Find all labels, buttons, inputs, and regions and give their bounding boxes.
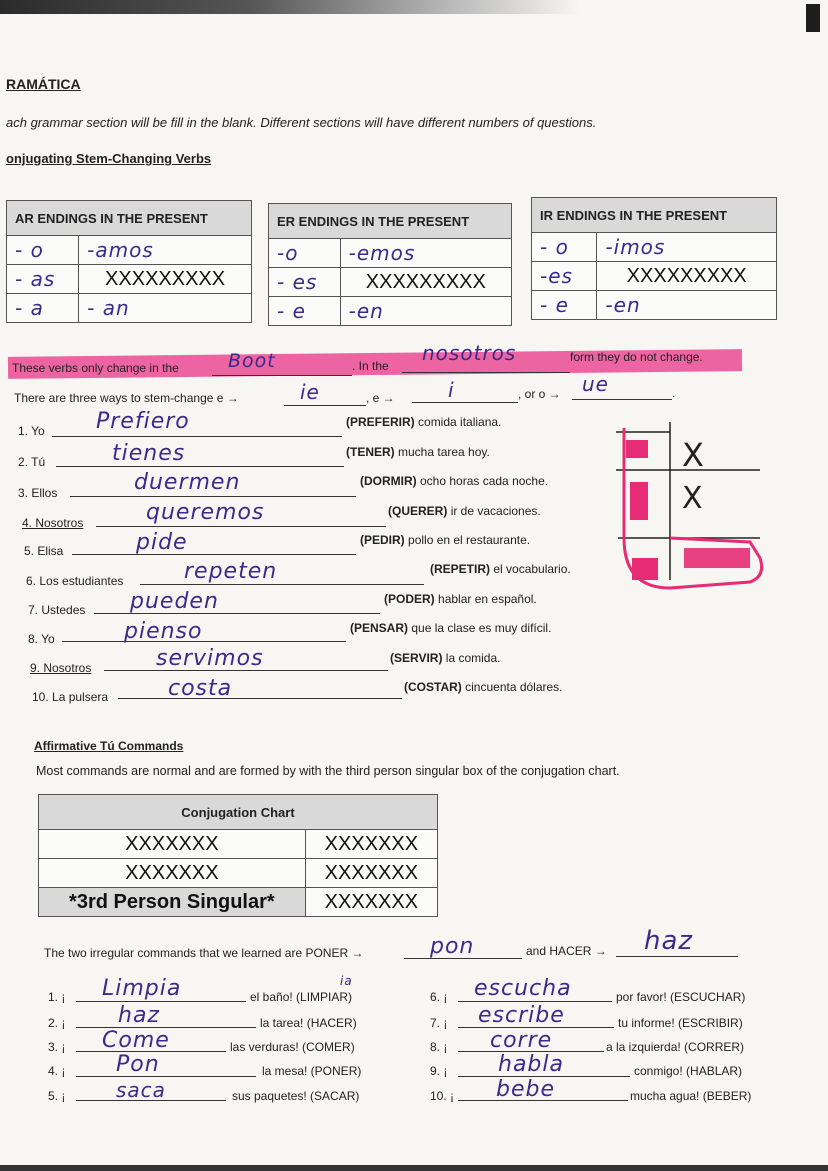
exercise-subject: 9. Nosotros <box>30 661 92 675</box>
exercise-prompt <box>346 445 490 459</box>
er-endings-table <box>268 203 512 326</box>
table-cell: XXXXXXXXX <box>340 268 511 297</box>
exercise-rest: pollo en el restaurante. <box>408 533 531 547</box>
table-title: AR ENDINGS IN THE PRESENT <box>7 201 252 236</box>
table-cell: -amos <box>79 236 252 265</box>
ways-text-3: , or o → <box>518 387 561 401</box>
command-number: 2. ¡ <box>48 1016 66 1030</box>
blank-line <box>572 399 672 400</box>
blank-line <box>284 405 366 406</box>
blank-line <box>412 402 518 403</box>
blank-line <box>458 1100 628 1101</box>
exercise-subject: 7. Ustedes <box>28 603 86 617</box>
ir-endings-table <box>531 197 777 320</box>
table-cell: -imos <box>597 233 777 262</box>
table-cell: - an <box>79 294 252 323</box>
command-number: 1. ¡ <box>48 990 66 1004</box>
table-cell: XXXXXXXXX <box>597 262 777 291</box>
boot-sentence-part3: form they do not change. <box>570 350 703 364</box>
exercise-subject: 6. Los estudiantes <box>26 574 124 588</box>
section-intro: ach grammar section will be fill in the blank. Different sections will have different numbers of questions. <box>6 115 597 130</box>
commands-heading: Affirmative Tú Commands <box>34 739 184 753</box>
exercise-subject: 10. La pulsera <box>32 690 109 704</box>
blank-line <box>70 496 356 497</box>
table-cell: - as <box>7 265 79 294</box>
boot-drawing <box>610 420 770 600</box>
exercise-verb: (PENSAR) <box>350 621 409 635</box>
exercise-subject: 4. Nosotros <box>22 516 84 530</box>
exercise-rest: comida italiana. <box>418 415 502 429</box>
exercise-prompt <box>390 651 501 665</box>
command-prompt: la mesa! (PONER) <box>262 1064 362 1078</box>
exercise-answer: pueden <box>130 589 219 614</box>
command-answer: saca <box>116 1078 166 1102</box>
command-answer: bebe <box>496 1077 555 1102</box>
command-number: 7. ¡ <box>430 1016 448 1030</box>
highlight-mark <box>630 482 648 520</box>
exercise-answer: queremos <box>146 500 265 525</box>
command-prompt: conmigo! (HABLAR) <box>634 1064 743 1078</box>
answer-ue: ue <box>582 372 609 396</box>
exercise-prompt <box>384 592 537 606</box>
ar-endings-table <box>6 200 252 323</box>
command-answer: escucha <box>474 976 572 1001</box>
command-prompt: mucha agua! (BEBER) <box>630 1089 752 1103</box>
exercise-rest: ir de vacaciones. <box>450 504 541 518</box>
exercise-rest: hablar en español. <box>438 592 537 606</box>
exercise-verb: (PEDIR) <box>360 533 405 547</box>
command-prompt: sus paquetes! (SACAR) <box>232 1089 360 1103</box>
highlight-mark <box>626 440 648 458</box>
boot-sentence-part1: These verbs only change in the <box>12 361 179 375</box>
answer-boot: Boot <box>228 350 276 372</box>
command-answer: habla <box>498 1052 564 1077</box>
command-prompt: la tarea! (HACER) <box>260 1016 357 1030</box>
blank-line <box>56 466 344 467</box>
command-number: 3. ¡ <box>48 1040 66 1054</box>
irregular-text-1: The two irregular commands that we learned are PONER → <box>44 946 364 960</box>
exercise-verb: (PODER) <box>384 592 435 606</box>
blank-line <box>72 554 356 555</box>
chart-cell: XXXXXXX <box>39 859 306 888</box>
exercise-verb: (QUERER) <box>388 504 448 518</box>
blank-line <box>118 698 402 699</box>
exercise-prompt <box>346 415 501 429</box>
ways-text-1: There are three ways to stem-change e → <box>14 391 239 405</box>
command-answer: haz <box>118 1003 160 1028</box>
answer-nosotros: nosotros <box>422 341 517 365</box>
table-cell: -emos <box>340 239 511 268</box>
blank-line <box>94 613 380 614</box>
highlight-mark <box>632 558 658 580</box>
section-title: RAMÁTICA <box>6 76 81 92</box>
exercise-subject: 5. Elisa <box>24 544 64 558</box>
boot-sentence-part2: . In the <box>352 359 389 373</box>
command-number: 9. ¡ <box>430 1064 448 1078</box>
command-answer: corre <box>490 1028 553 1053</box>
command-number: 8. ¡ <box>430 1040 448 1054</box>
chart-cell: XXXXXXX <box>305 888 437 917</box>
exercise-rest: ocho horas cada noche. <box>420 474 549 488</box>
blank-line <box>140 584 424 585</box>
boot-x-mark: X <box>682 436 704 474</box>
blank-line <box>76 1001 246 1002</box>
irregular-text-2: and HACER → <box>526 944 607 958</box>
scan-edge-bottom <box>0 1165 828 1171</box>
blank-line <box>104 670 388 671</box>
conjugation-chart <box>38 794 438 917</box>
table-title: ER ENDINGS IN THE PRESENT <box>269 204 512 239</box>
command-prompt: las verduras! (COMER) <box>230 1040 355 1054</box>
exercise-prompt <box>404 680 563 694</box>
exercise-subject: 3. Ellos <box>18 486 58 500</box>
exercise-prompt <box>430 562 571 576</box>
commands-intro: Most commands are normal and are formed by with the third person singular box of the conjugation chart. <box>36 764 620 778</box>
exercise-prompt <box>360 474 548 488</box>
command-prompt: a la izquierda! (CORRER) <box>606 1040 745 1054</box>
exercise-answer: costa <box>168 676 233 701</box>
exercise-rest: el vocabulario. <box>493 562 571 576</box>
exercise-verb: (REPETIR) <box>430 562 490 576</box>
table-cell: - o <box>532 233 597 262</box>
highlight-mark <box>684 548 750 568</box>
table-cell: -en <box>597 291 777 320</box>
table-cell: XXXXXXXXX <box>79 265 252 294</box>
command-answer: Pon <box>116 1052 160 1077</box>
exercise-verb: (PREFERIR) <box>346 415 415 429</box>
command-number: 5. ¡ <box>48 1089 66 1103</box>
table-cell: - es <box>269 268 341 297</box>
answer-i: i <box>448 378 455 402</box>
command-number: 10. ¡ <box>430 1089 455 1103</box>
command-answer: Limpia <box>102 976 182 1001</box>
table-cell: - e <box>269 297 341 326</box>
exercise-verb: (DORMIR) <box>360 474 417 488</box>
blank-line <box>96 526 386 527</box>
command-prompt: por favor! (ESCUCHAR) <box>616 990 746 1004</box>
ways-text-2: , e → <box>366 391 395 405</box>
blank-line <box>402 372 570 373</box>
table-cell: - a <box>7 294 79 323</box>
answer-pon: pon <box>430 934 475 959</box>
exercise-verb: (COSTAR) <box>404 680 462 694</box>
ways-text-4: . <box>672 386 676 400</box>
scan-edge-corner <box>806 4 820 32</box>
table-cell: -es <box>532 262 597 291</box>
chart-cell: XXXXXXX <box>39 830 306 859</box>
scan-edge-top <box>0 0 828 14</box>
subheading-stem-changing: onjugating Stem-Changing Verbs <box>6 151 212 166</box>
command-number: 6. ¡ <box>430 990 448 1004</box>
chart-title: Conjugation Chart <box>39 795 438 830</box>
exercise-answer: pienso <box>124 619 203 644</box>
blank-line <box>404 958 522 959</box>
exercise-rest: cincuenta dólares. <box>465 680 563 694</box>
exercise-rest: la comida. <box>445 651 501 665</box>
exercise-subject: 2. Tú <box>18 455 46 469</box>
blank-line <box>458 1001 612 1002</box>
blank-line <box>76 1076 256 1077</box>
blank-line <box>62 641 346 642</box>
command-note: ia <box>340 974 353 988</box>
exercise-subject: 8. Yo <box>28 632 55 646</box>
chart-cell: XXXXXXX <box>305 830 437 859</box>
command-prompt: el baño! (LIMPIAR) <box>250 990 353 1004</box>
blank-line <box>616 956 738 957</box>
exercise-answer: servimos <box>156 646 264 671</box>
exercise-subject: 1. Yo <box>18 424 45 438</box>
table-title: IR ENDINGS IN THE PRESENT <box>532 198 777 233</box>
boot-x-mark: X <box>682 481 703 516</box>
chart-cell: *3rd Person Singular* <box>39 888 306 917</box>
blank-line <box>52 436 342 437</box>
chart-cell: XXXXXXX <box>305 859 437 888</box>
answer-ie: ie <box>300 380 320 404</box>
exercise-prompt <box>360 533 530 547</box>
table-cell: - o <box>7 236 79 265</box>
exercise-answer: duermen <box>134 470 241 495</box>
answer-haz: haz <box>644 926 694 956</box>
command-answer: Come <box>102 1028 170 1053</box>
table-cell: -en <box>340 297 511 326</box>
command-number: 4. ¡ <box>48 1064 66 1078</box>
exercise-answer: tienes <box>112 441 186 466</box>
command-prompt: tu informe! (ESCRIBIR) <box>618 1016 743 1030</box>
exercise-prompt <box>388 504 541 518</box>
command-answer: escribe <box>478 1003 565 1028</box>
blank-line <box>212 375 352 376</box>
table-cell: -o <box>269 239 341 268</box>
exercise-rest: mucha tarea hoy. <box>398 445 490 459</box>
exercise-answer: repeten <box>184 559 278 584</box>
exercise-answer: pide <box>136 530 188 555</box>
blank-line <box>76 1100 226 1101</box>
exercise-prompt <box>350 621 551 635</box>
exercise-rest: que la clase es muy difícil. <box>411 621 552 635</box>
exercise-answer: Prefiero <box>96 409 190 434</box>
table-cell: - e <box>532 291 597 320</box>
exercise-verb: (TENER) <box>346 445 395 459</box>
exercise-verb: (SERVIR) <box>390 651 443 665</box>
